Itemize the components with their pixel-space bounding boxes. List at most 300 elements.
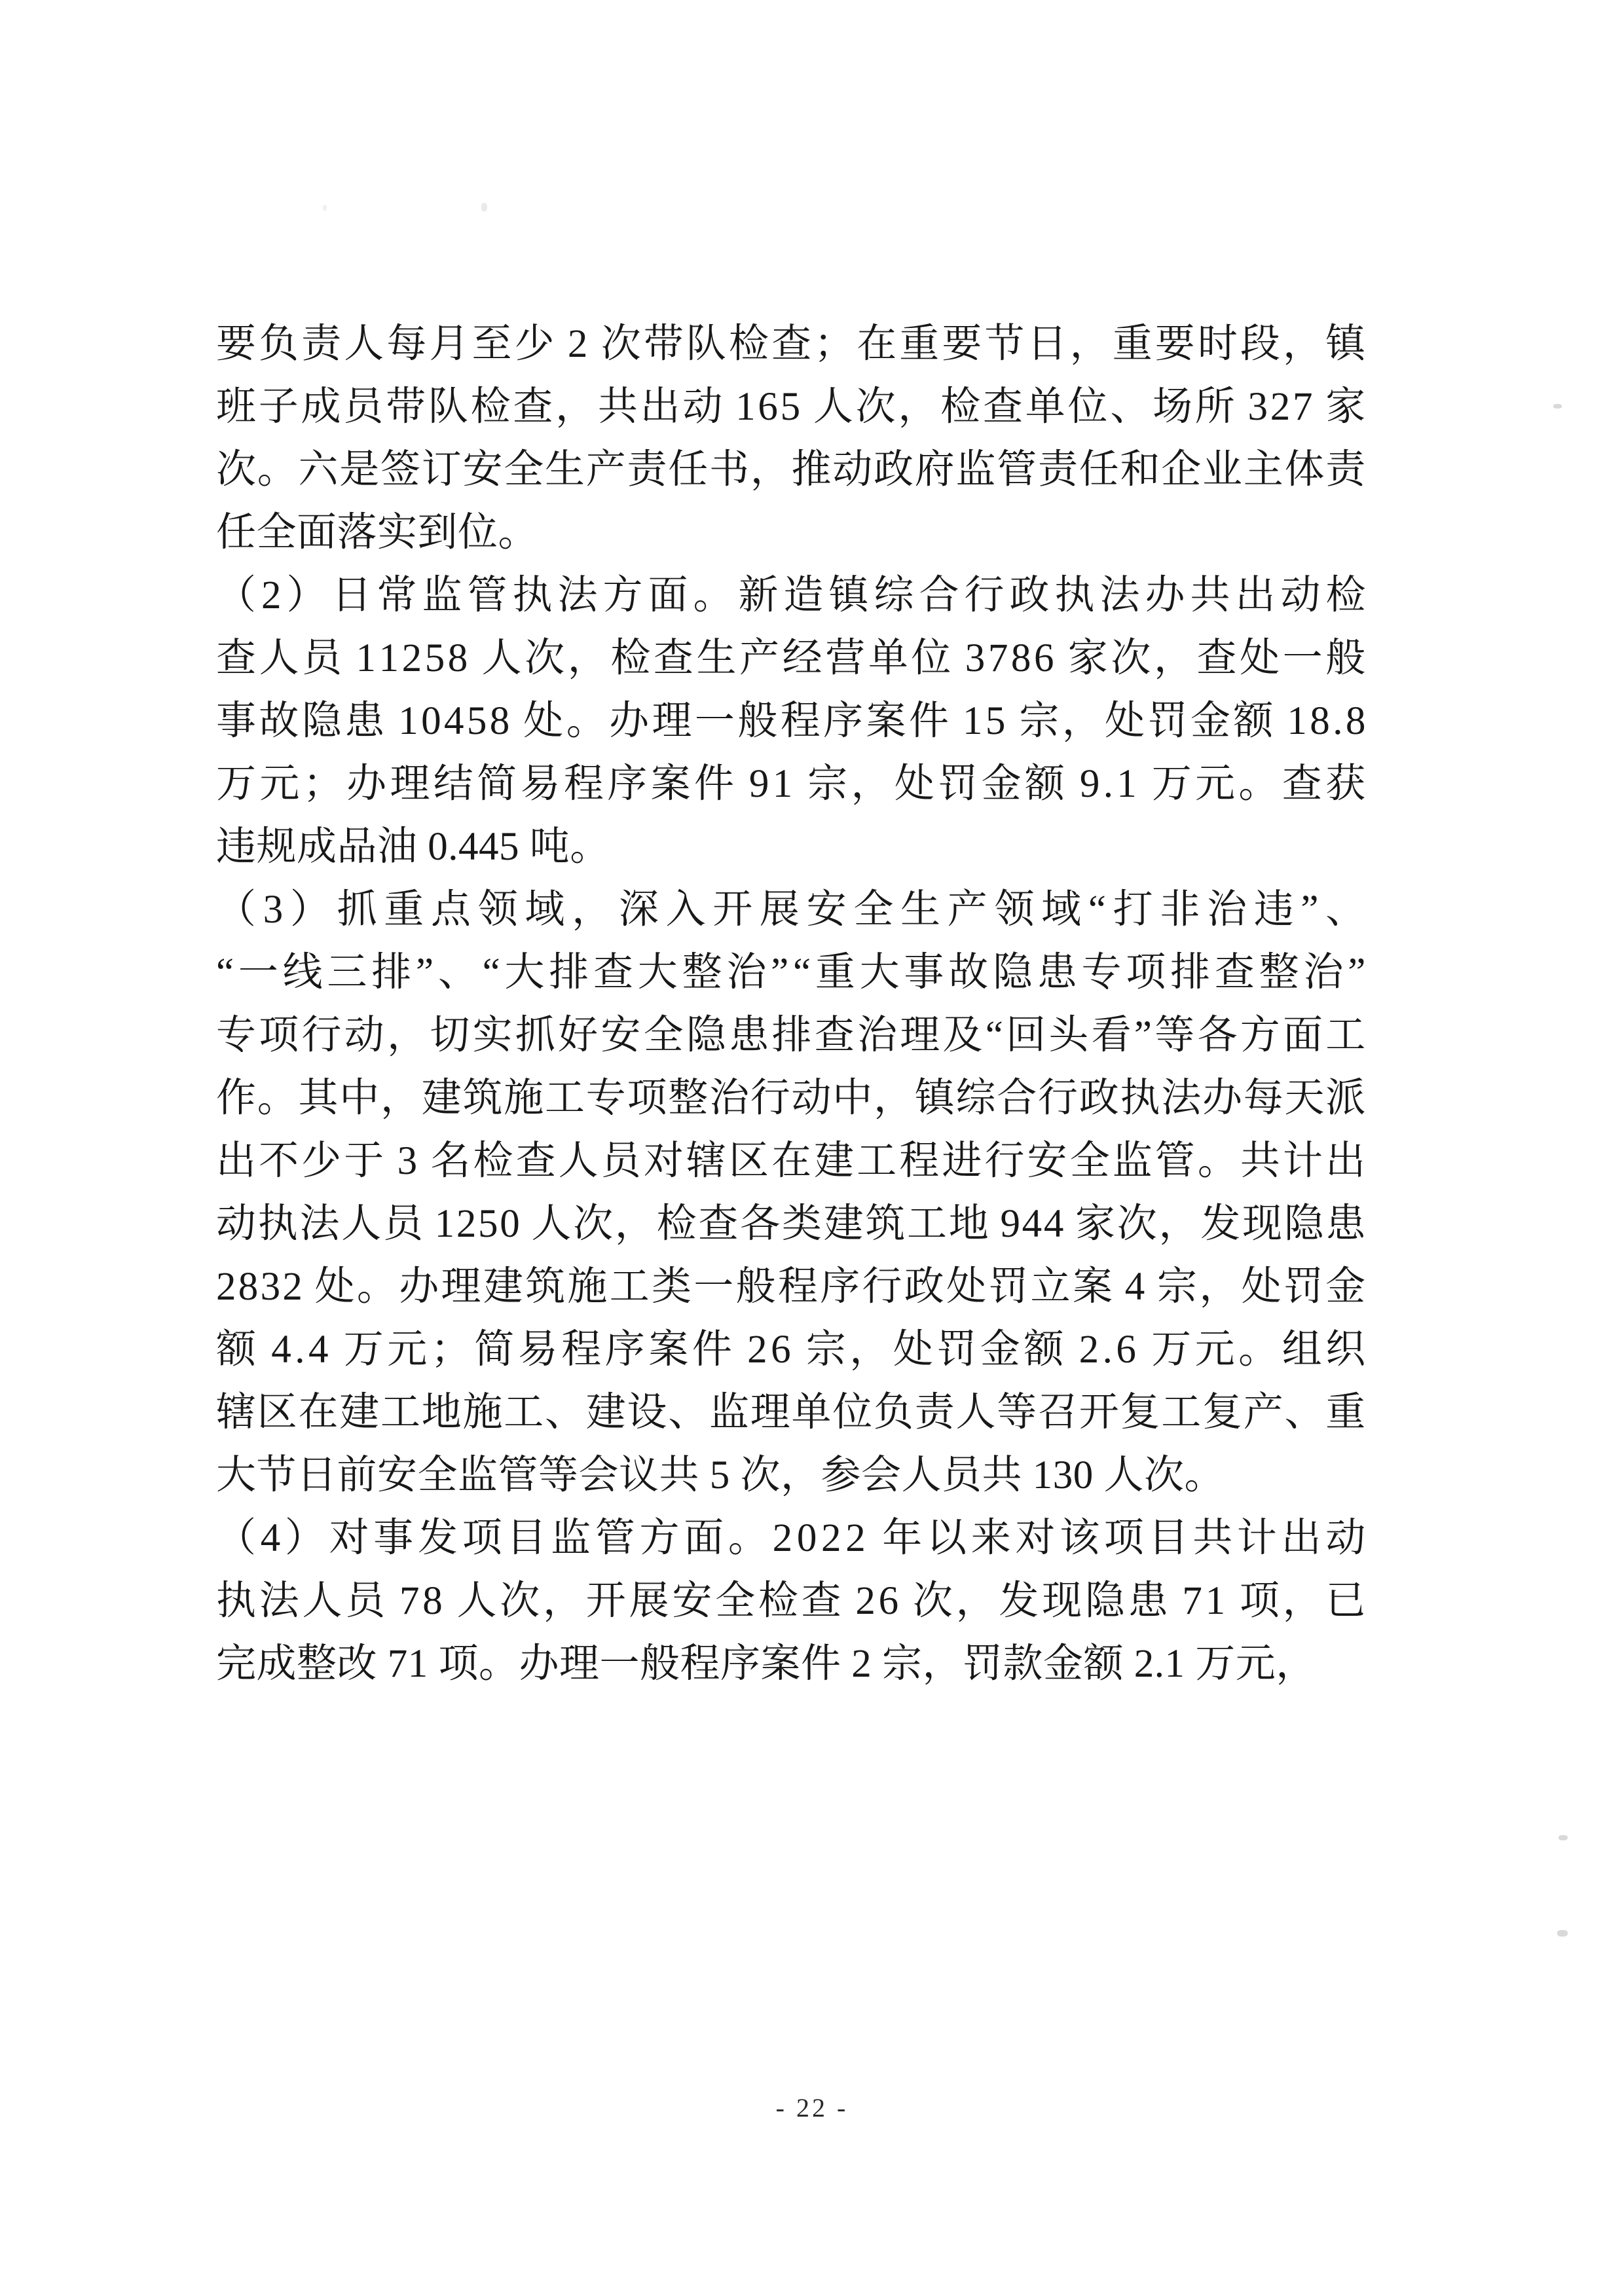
scan-artifact-speck (1557, 1930, 1568, 1937)
text-glyph: 书 (709, 448, 750, 492)
text-glyph: 家 (1325, 385, 1366, 429)
text-glyph: 每 (1243, 1076, 1284, 1120)
text-glyph: 办 (399, 1265, 439, 1309)
text-glyph: 员 (343, 385, 384, 429)
text-glyph: 处 (893, 1328, 934, 1372)
text-glyph: 项 (259, 1013, 299, 1057)
text-glyph: 各 (1197, 1013, 1238, 1057)
text-glyph: （ (216, 1516, 257, 1560)
text-glyph: 召 (1038, 1391, 1079, 1434)
text-glyph: 地 (421, 1391, 462, 1434)
text-glyph: 筑 (462, 1076, 504, 1120)
document-text-line (216, 1004, 1366, 1067)
text-glyph: 其 (298, 1076, 339, 1120)
text-glyph: 设 (627, 1391, 668, 1434)
text-glyph: 查 (982, 385, 1024, 429)
text-glyph: 安 (672, 1579, 712, 1623)
text-glyph: 开 (712, 888, 753, 932)
text-glyph: 安 (806, 888, 847, 932)
text-glyph (844, 1570, 853, 1633)
text-glyph: 序 (604, 1328, 646, 1372)
text-glyph: 3 (1247, 385, 1268, 429)
text-glyph: “ (792, 951, 811, 994)
text-glyph: 班 (216, 385, 257, 429)
text-glyph: 施 (462, 1391, 504, 1434)
text-glyph: 排 (549, 951, 589, 994)
text-glyph: 2 (821, 1516, 841, 1560)
text-glyph: 易 (517, 1328, 559, 1372)
text-glyph: 每 (386, 322, 427, 366)
text-glyph (725, 376, 733, 439)
text-glyph: 8 (489, 699, 510, 743)
text-glyph: 工 (907, 1202, 948, 1246)
text-glyph: 出 (1325, 1139, 1366, 1183)
text-glyph: 年 (882, 1516, 923, 1560)
text-glyph: 4 (1022, 1202, 1043, 1246)
text-glyph: 出 (640, 385, 681, 429)
text-glyph: 般 (1325, 636, 1366, 680)
text-glyph: 。 (257, 448, 298, 492)
text-glyph: 5 (466, 699, 487, 743)
text-glyph: 行 (1038, 1076, 1079, 1120)
text-glyph: 1 (772, 762, 793, 806)
text-glyph: 1 (1205, 1579, 1226, 1623)
text-glyph: 件 (908, 699, 950, 743)
text-glyph (1228, 1570, 1237, 1633)
text-glyph: 大 (859, 951, 900, 994)
text-glyph: 执 (1120, 1076, 1161, 1120)
text-glyph: 患 (1325, 1202, 1366, 1246)
text-glyph: 。 (356, 1265, 397, 1309)
text-glyph: 共 (1240, 1139, 1281, 1183)
text-glyph: 工 (504, 1391, 544, 1434)
text-glyph: ） (284, 1516, 325, 1560)
text-glyph: 类 (781, 1202, 822, 1246)
text-glyph (260, 1319, 268, 1381)
text-glyph: 。 (1197, 1139, 1238, 1183)
text-glyph: 。 (728, 1516, 769, 1560)
text-glyph: 线 (282, 951, 323, 994)
text-glyph: ； (430, 1328, 471, 1372)
text-glyph: 产 (739, 636, 780, 680)
text-glyph: 项 (462, 1516, 503, 1560)
text-glyph: ， (1199, 1265, 1240, 1309)
document-text-line (216, 1570, 1366, 1633)
text-glyph: 案 (1072, 1265, 1113, 1309)
text-glyph: 3 (965, 636, 986, 680)
text-glyph: ， (543, 1579, 583, 1623)
text-glyph: 类 (652, 1265, 692, 1309)
text-glyph: 排 (1170, 951, 1211, 994)
text-glyph: 4 (271, 1328, 292, 1372)
text-glyph: 以 (926, 1516, 967, 1560)
text-glyph: 安 (600, 1013, 641, 1057)
document-text-line (216, 1256, 1366, 1319)
text-glyph (1068, 753, 1077, 816)
text-glyph (951, 690, 960, 753)
text-glyph: 般 (735, 1265, 777, 1309)
text-glyph: 排 (371, 951, 412, 994)
text-glyph: 万 (343, 1328, 384, 1372)
text-glyph: 执 (257, 1202, 299, 1246)
text-glyph: “ (482, 951, 501, 994)
text-glyph: 产 (947, 888, 988, 932)
text-glyph: 动 (1280, 574, 1321, 617)
text-glyph: 责 (301, 322, 342, 366)
text-glyph: 2 (855, 1579, 876, 1623)
text-glyph (304, 1256, 313, 1319)
text-glyph: 金 (981, 762, 1022, 806)
text-glyph: ， (1158, 1202, 1200, 1246)
text-glyph: 人 (481, 636, 523, 680)
text-glyph: 序 (607, 762, 648, 806)
text-glyph: （ (216, 574, 257, 617)
text-glyph (1067, 1319, 1076, 1381)
text-glyph: 理 (652, 699, 693, 743)
text-glyph: 全 (853, 888, 894, 932)
text-glyph (590, 313, 599, 376)
text-glyph: 要 (216, 322, 257, 366)
text-glyph: 面 (1283, 1013, 1323, 1057)
text-glyph: 查 (1214, 951, 1255, 994)
text-glyph (1276, 690, 1285, 753)
text-glyph: 工 (857, 1139, 897, 1183)
text-glyph: 次 (855, 385, 896, 429)
text-glyph: 金 (980, 1328, 1021, 1372)
text-glyph: 理 (750, 1391, 791, 1434)
text-glyph: 展 (629, 1579, 670, 1623)
text-glyph: 动 (791, 1076, 832, 1120)
document-text-line (216, 1507, 1366, 1570)
text-glyph: 2 (772, 1516, 793, 1560)
text-glyph: 入 (665, 888, 707, 932)
text-glyph: 成 (301, 385, 342, 429)
text-glyph: 整 (1259, 951, 1300, 994)
text-glyph: 件 (692, 1328, 733, 1372)
text-glyph: 查 (653, 636, 694, 680)
text-glyph: 整 (668, 1076, 709, 1120)
text-glyph: 政 (904, 1265, 945, 1309)
text-glyph: 次 (500, 1579, 540, 1623)
text-glyph: 易 (520, 762, 561, 806)
text-glyph: 办 (1202, 1076, 1243, 1120)
text-glyph: 辖 (216, 1391, 257, 1434)
text-glyph: 额 (216, 1328, 257, 1372)
text-glyph: 案 (648, 1328, 689, 1372)
text-glyph: 项 (627, 1076, 668, 1120)
text-glyph: 8 (1345, 699, 1366, 743)
text-glyph (388, 1570, 397, 1633)
text-glyph: 家 (1075, 1202, 1116, 1246)
text-glyph: 检 (470, 385, 511, 429)
text-glyph: ” (415, 951, 434, 994)
text-glyph: ， (555, 385, 596, 429)
document-text-line (216, 753, 1366, 816)
text-glyph: 方 (602, 574, 643, 617)
text-glyph: 管 (595, 1516, 636, 1560)
text-glyph: 获 (1325, 762, 1366, 806)
text-glyph: 负 (874, 1391, 914, 1434)
text-glyph: 领 (994, 888, 1035, 932)
text-glyph: 镇 (914, 1076, 955, 1120)
document-text-line (216, 879, 1366, 941)
text-glyph: 办 (1145, 574, 1185, 617)
text-glyph: 整 (682, 951, 723, 994)
text-glyph: ， (1069, 322, 1111, 366)
text-glyph: 等 (997, 1391, 1037, 1434)
text-glyph: ” (1134, 1013, 1153, 1057)
text-glyph: 领 (477, 888, 519, 932)
text-glyph: 共 (1192, 1516, 1233, 1560)
text-glyph: 人 (344, 322, 384, 366)
text-glyph: 万 (216, 762, 257, 806)
text-glyph: “ (985, 1013, 1004, 1057)
text-glyph: ， (955, 1579, 997, 1623)
text-glyph: 节 (984, 322, 1025, 366)
text-glyph: 处 (1105, 699, 1145, 743)
text-glyph: 重 (815, 951, 856, 994)
text-glyph: ， (1061, 699, 1103, 743)
text-glyph: 一 (694, 699, 735, 743)
document-text-line: 完成整改 71 项。办理一般程序案件 2 宗，罚款金额 2.1 万元， (216, 1642, 1316, 1686)
text-glyph: 展 (759, 888, 800, 932)
text-glyph: 位 (832, 1391, 873, 1434)
text-glyph: 处 (1240, 636, 1280, 680)
text-glyph: 患 (1128, 1579, 1169, 1623)
text-glyph: 程 (777, 1265, 819, 1309)
text-glyph: 2 (401, 636, 422, 680)
text-glyph: 产 (1243, 1391, 1284, 1434)
text-glyph: 序 (823, 699, 864, 743)
text-glyph: 目 (506, 1516, 547, 1560)
text-glyph: 一 (693, 1265, 734, 1309)
text-glyph: 常 (377, 574, 417, 617)
text-glyph: 一 (1282, 636, 1323, 680)
text-glyph: 处 (946, 1265, 987, 1309)
text-glyph (386, 1130, 395, 1193)
text-glyph: 排 (771, 1013, 812, 1057)
text-glyph: 政 (1009, 574, 1050, 617)
text-glyph: 程 (561, 1328, 602, 1372)
text-glyph: 0 (421, 699, 442, 743)
text-glyph: 少 (301, 1139, 342, 1183)
text-glyph: 元 (387, 1328, 428, 1372)
text-glyph: 建 (585, 1391, 627, 1434)
text-glyph: 负 (259, 322, 299, 366)
text-glyph: 动 (832, 448, 873, 492)
text-glyph: 开 (1079, 1391, 1120, 1434)
text-glyph: 场 (1153, 385, 1193, 429)
text-glyph: 违 (1253, 888, 1295, 932)
text-glyph: ， (898, 385, 938, 429)
text-glyph: 简 (477, 762, 517, 806)
text-glyph: 监 (955, 448, 997, 492)
scan-artifact-speck (481, 203, 487, 211)
text-glyph: 动 (682, 385, 723, 429)
text-glyph: 额 (1233, 699, 1274, 743)
text-glyph (1139, 1319, 1148, 1381)
text-glyph: 日 (1027, 322, 1068, 366)
text-glyph: 政 (874, 448, 914, 492)
text-glyph: 作 (216, 1076, 257, 1120)
text-glyph (1115, 1256, 1123, 1319)
text-glyph: 少 (514, 322, 555, 366)
document-text-line (216, 627, 1366, 690)
text-glyph: 面 (684, 1516, 724, 1560)
text-glyph: 一 (238, 951, 279, 994)
document-text-line (216, 1319, 1366, 1381)
text-glyph: 重 (899, 322, 940, 366)
text-glyph: 6 (1033, 636, 1054, 680)
text-glyph: 辖 (686, 1139, 727, 1183)
text-glyph: ） (289, 888, 331, 932)
text-glyph: 工 (380, 1391, 421, 1434)
text-glyph: 切 (430, 1013, 470, 1057)
text-glyph: 罚 (988, 1265, 1029, 1309)
text-glyph: 结 (433, 762, 474, 806)
text-glyph: 案 (650, 762, 692, 806)
text-glyph: 0 (796, 1516, 817, 1560)
text-glyph (794, 1319, 803, 1381)
text-glyph: 。 (1238, 1328, 1279, 1372)
text-glyph: 专 (585, 1076, 627, 1120)
text-glyph: 等 (1154, 1013, 1195, 1057)
text-glyph: 治 (709, 1076, 750, 1120)
text-glyph: 法 (1099, 574, 1140, 617)
text-glyph: 行 (750, 1076, 791, 1120)
text-glyph: 推 (791, 448, 832, 492)
text-glyph: 出 (1235, 574, 1276, 617)
text-glyph: 患 (344, 699, 385, 743)
text-glyph: 行 (301, 1013, 342, 1057)
text-glyph: ， (849, 1328, 890, 1372)
text-glyph: 简 (474, 1328, 515, 1372)
text-glyph: 动 (216, 1202, 257, 1246)
text-glyph: 合 (997, 1076, 1037, 1120)
text-glyph: 日 (331, 574, 372, 617)
text-glyph: 查 (513, 385, 553, 429)
text-glyph: 在 (298, 1391, 339, 1434)
text-glyph: 于 (344, 1139, 384, 1183)
text-glyph: 。 (257, 1076, 298, 1120)
text-glyph: 带 (643, 322, 684, 366)
text-glyph: . (1102, 1328, 1113, 1372)
text-glyph (420, 1130, 428, 1193)
text-glyph: 1 (735, 385, 756, 429)
text-glyph: 隐 (1084, 1579, 1126, 1623)
text-glyph: 序 (820, 1265, 860, 1309)
text-glyph: 8 (238, 1265, 259, 1309)
document-text-line (216, 439, 1366, 501)
text-glyph: 法 (1161, 1076, 1202, 1120)
document-text-line (216, 941, 1366, 1004)
text-glyph: 次 (600, 322, 642, 366)
text-glyph: 立 (1030, 1265, 1071, 1309)
text-glyph: 2 (261, 574, 282, 617)
text-glyph: 打 (1113, 888, 1154, 932)
text-glyph: 计 (1283, 1139, 1323, 1183)
text-glyph: 生 (545, 448, 585, 492)
text-glyph: 目 (1148, 1516, 1189, 1560)
text-glyph: 监 (422, 574, 462, 617)
text-glyph: 法 (299, 1202, 340, 1246)
text-glyph: 治 (857, 1013, 898, 1057)
text-glyph: 单 (868, 636, 909, 680)
text-glyph: ” (771, 951, 789, 994)
text-glyph: 人 (456, 1579, 498, 1623)
text-glyph: 要 (1154, 322, 1196, 366)
text-glyph: 至 (471, 322, 512, 366)
text-glyph: 政 (1079, 1076, 1120, 1120)
text-glyph (446, 1570, 454, 1633)
text-glyph: 安 (1027, 1139, 1068, 1183)
text-glyph: 专 (1081, 951, 1122, 994)
text-glyph: 不 (259, 1139, 299, 1183)
text-glyph: 6 (878, 1579, 899, 1623)
text-glyph: 、 (1110, 385, 1151, 429)
text-glyph (471, 627, 479, 690)
text-glyph: 额 (1024, 762, 1065, 806)
text-glyph: 隐 (1283, 1202, 1325, 1246)
text-glyph: 治 (1207, 888, 1247, 932)
text-glyph: 理 (441, 1265, 482, 1309)
text-glyph: 查 (593, 951, 634, 994)
text-glyph (1065, 1193, 1074, 1256)
text-glyph: 5 (478, 1202, 499, 1246)
text-glyph: 项 (1103, 1516, 1145, 1560)
text-glyph (902, 1570, 910, 1633)
text-glyph: 工 (545, 1076, 585, 1120)
text-glyph (803, 376, 811, 439)
text-glyph: 责 (914, 1391, 955, 1434)
text-glyph: 处 (523, 699, 564, 743)
text-glyph: 出 (1281, 1516, 1322, 1560)
text-glyph: 人 (558, 1139, 599, 1183)
text-glyph: 、 (1325, 888, 1366, 932)
text-glyph: 发 (418, 1516, 458, 1560)
text-glyph (1057, 627, 1065, 690)
text-glyph: 1 (398, 699, 419, 743)
text-glyph: 执 (512, 574, 553, 617)
text-glyph: 单 (1025, 385, 1066, 429)
text-glyph: 管 (1154, 1139, 1196, 1183)
text-glyph: ， (1153, 636, 1194, 680)
text-glyph: 检 (940, 385, 981, 429)
text-glyph: 综 (874, 574, 914, 617)
text-glyph: 项 (1126, 951, 1166, 994)
text-glyph: “ (216, 951, 234, 994)
text-glyph: 程 (899, 1139, 940, 1183)
text-glyph: 。 (693, 574, 733, 617)
text-glyph: 筑 (865, 1202, 906, 1246)
text-glyph: 业 (1202, 448, 1243, 492)
text-glyph: 来 (970, 1516, 1012, 1560)
text-glyph: 4 (444, 699, 465, 743)
text-glyph (388, 690, 396, 753)
text-glyph: 任 (1079, 448, 1120, 492)
text-glyph: 人 (259, 636, 300, 680)
text-glyph: 法 (557, 574, 598, 617)
text-glyph (332, 1319, 341, 1381)
text-glyph: 子 (258, 385, 299, 429)
text-glyph: 执 (1054, 574, 1095, 617)
text-glyph: 、 (1284, 1391, 1325, 1434)
text-glyph: 案 (866, 699, 907, 743)
text-glyph: ， (567, 636, 608, 680)
text-glyph: 计 (1236, 1516, 1278, 1560)
text-glyph: 隐 (301, 699, 342, 743)
text-glyph (1008, 690, 1017, 753)
